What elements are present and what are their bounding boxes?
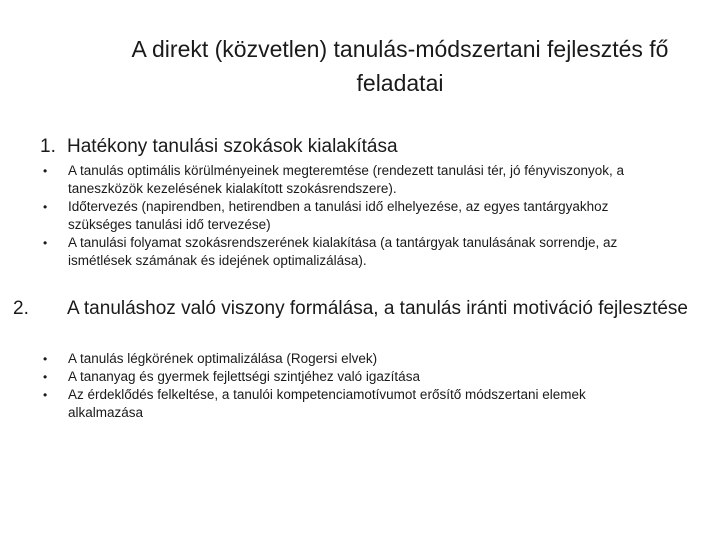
list-item	[40, 368, 658, 386]
section-heading-text-2: A tanuláshoz való viszony formálása, a tanulás iránti motiváció fejlesztése	[67, 298, 688, 319]
bullet-text: A tananyag és gyermek fejlettségi szintjéhez való igazítása	[68, 369, 420, 384]
bullet-text: A tanulás légkörének optimalizálása (Rogersi elvek)	[68, 351, 378, 366]
bullet-text: A tanulási folyamat szokásrendszerének kialakítása (a tantárgyak tanulásának sorrendje, az ismétlések számának és idejének optimalizálása).	[68, 235, 618, 268]
bullet-icon: •	[43, 200, 48, 214]
bullet-icon: •	[43, 388, 48, 402]
list-item	[40, 162, 658, 198]
section-heading-2	[13, 296, 707, 322]
section-number-2: 2.	[13, 298, 29, 319]
bullet-text: A tanulás optimális körülményeinek megteremtése (rendezett tanulási tér, jó fényviszonyok, a taneszközök kezelésének kialakított szokásrendszere).	[68, 163, 625, 196]
list-item	[40, 350, 658, 368]
bullet-icon: •	[43, 236, 48, 250]
bullet-icon: •	[43, 370, 48, 384]
bullet-icon: •	[43, 164, 48, 178]
bullet-list-2	[40, 350, 680, 422]
bullet-text: Az érdeklődés felkeltése, a tanulói kompetenciamotívumot erősítő módszertani elemek alkalmazása	[68, 387, 586, 420]
section-number-1: 1.	[40, 136, 56, 157]
section-heading-text-1: Hatékony tanulási szokások kialakítása	[67, 136, 398, 157]
bullet-list-1	[40, 162, 680, 270]
bullet-icon: •	[43, 352, 48, 366]
list-item	[40, 234, 658, 270]
list-item	[40, 386, 658, 422]
list-item	[40, 198, 658, 234]
slide-title: A direkt (közvetlen) tanulás-módszertani fejlesztés fő feladatai	[131, 36, 669, 96]
section-heading-1	[40, 134, 398, 160]
bullet-text: Időtervezés (napirendben, hetirendben a tanulási idő elhelyezése, az egyes tantárgyakhoz szükséges tanulási idő tervezése)	[68, 199, 609, 232]
